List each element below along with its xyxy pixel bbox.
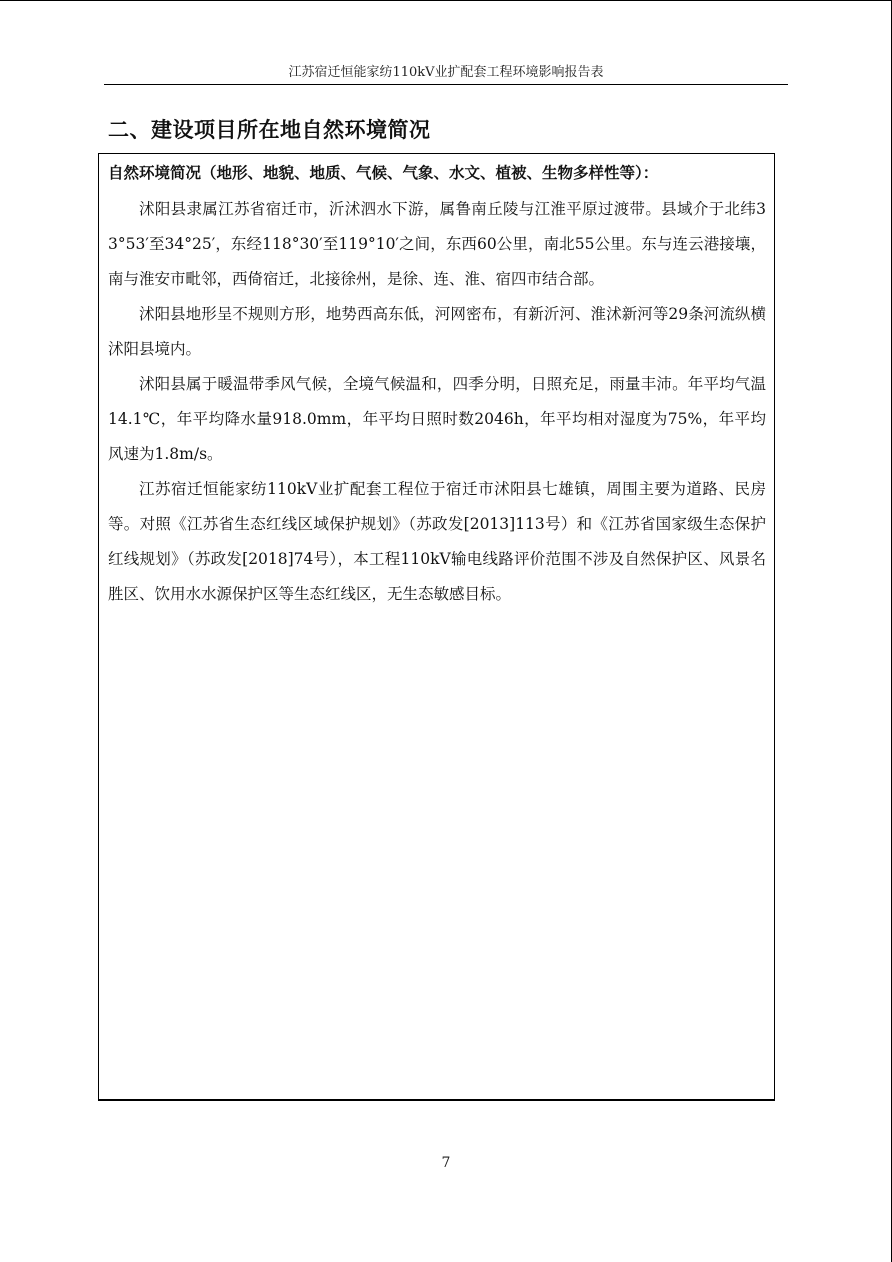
paragraph-project-site: 江苏宿迁恒能家纺110kV业扩配套工程位于宿迁市沭阳县七雄镇，周围主要为道路、民房等。对照《江苏省生态红线区域保护规划》（苏政发[2013]113号）和《江苏省国家级生态保护红线规划》（苏政发[2018]74号），本工程110kV输电线路评价范围不涉及自然保护区、风景名胜区、饮用水水源保护区等生态红线区，无生态敏感目标。 <box>108 480 766 603</box>
page-number: 7 <box>441 1155 451 1171</box>
page-top-border <box>0 0 892 1</box>
content-box <box>98 153 775 1101</box>
paragraph-climate: 沭阳县属于暖温带季风气候，全境气候温和，四季分明，日照充足，雨量丰沛。年平均气温14.1℃，年平均降水量918.0mm，年平均日照时数2046h，年平均相对湿度为75%，年平均风速为1.8m/s。 <box>108 375 766 463</box>
running-header: 江苏宿迁恒能家纺110kV业扩配套工程环境影响报告表 <box>104 64 788 85</box>
paragraph-location: 沭阳县隶属江苏省宿迁市，沂沭泗水下游，属鲁南丘陵与江淮平原过渡带。县域介于北纬33°53′至34°25′，东经118°30′至119°10′之间，东西60公里，南北55公里。东与连云港接壤，南与淮安市毗邻，西倚宿迁，北接徐州，是徐、连、淮、宿四市结合部。 <box>108 200 766 288</box>
section-title: 二、建设项目所在地自然环境简况 <box>108 118 431 142</box>
paragraph-terrain: 沭阳县地形呈不规则方形，地势西高东低，河网密布，有新沂河、淮沭新河等29条河流纵横沭阳县境内。 <box>108 305 766 358</box>
box-heading: 自然环境简况（地形、地貌、地质、气候、气象、水文、植被、生物多样性等）： <box>108 164 659 182</box>
